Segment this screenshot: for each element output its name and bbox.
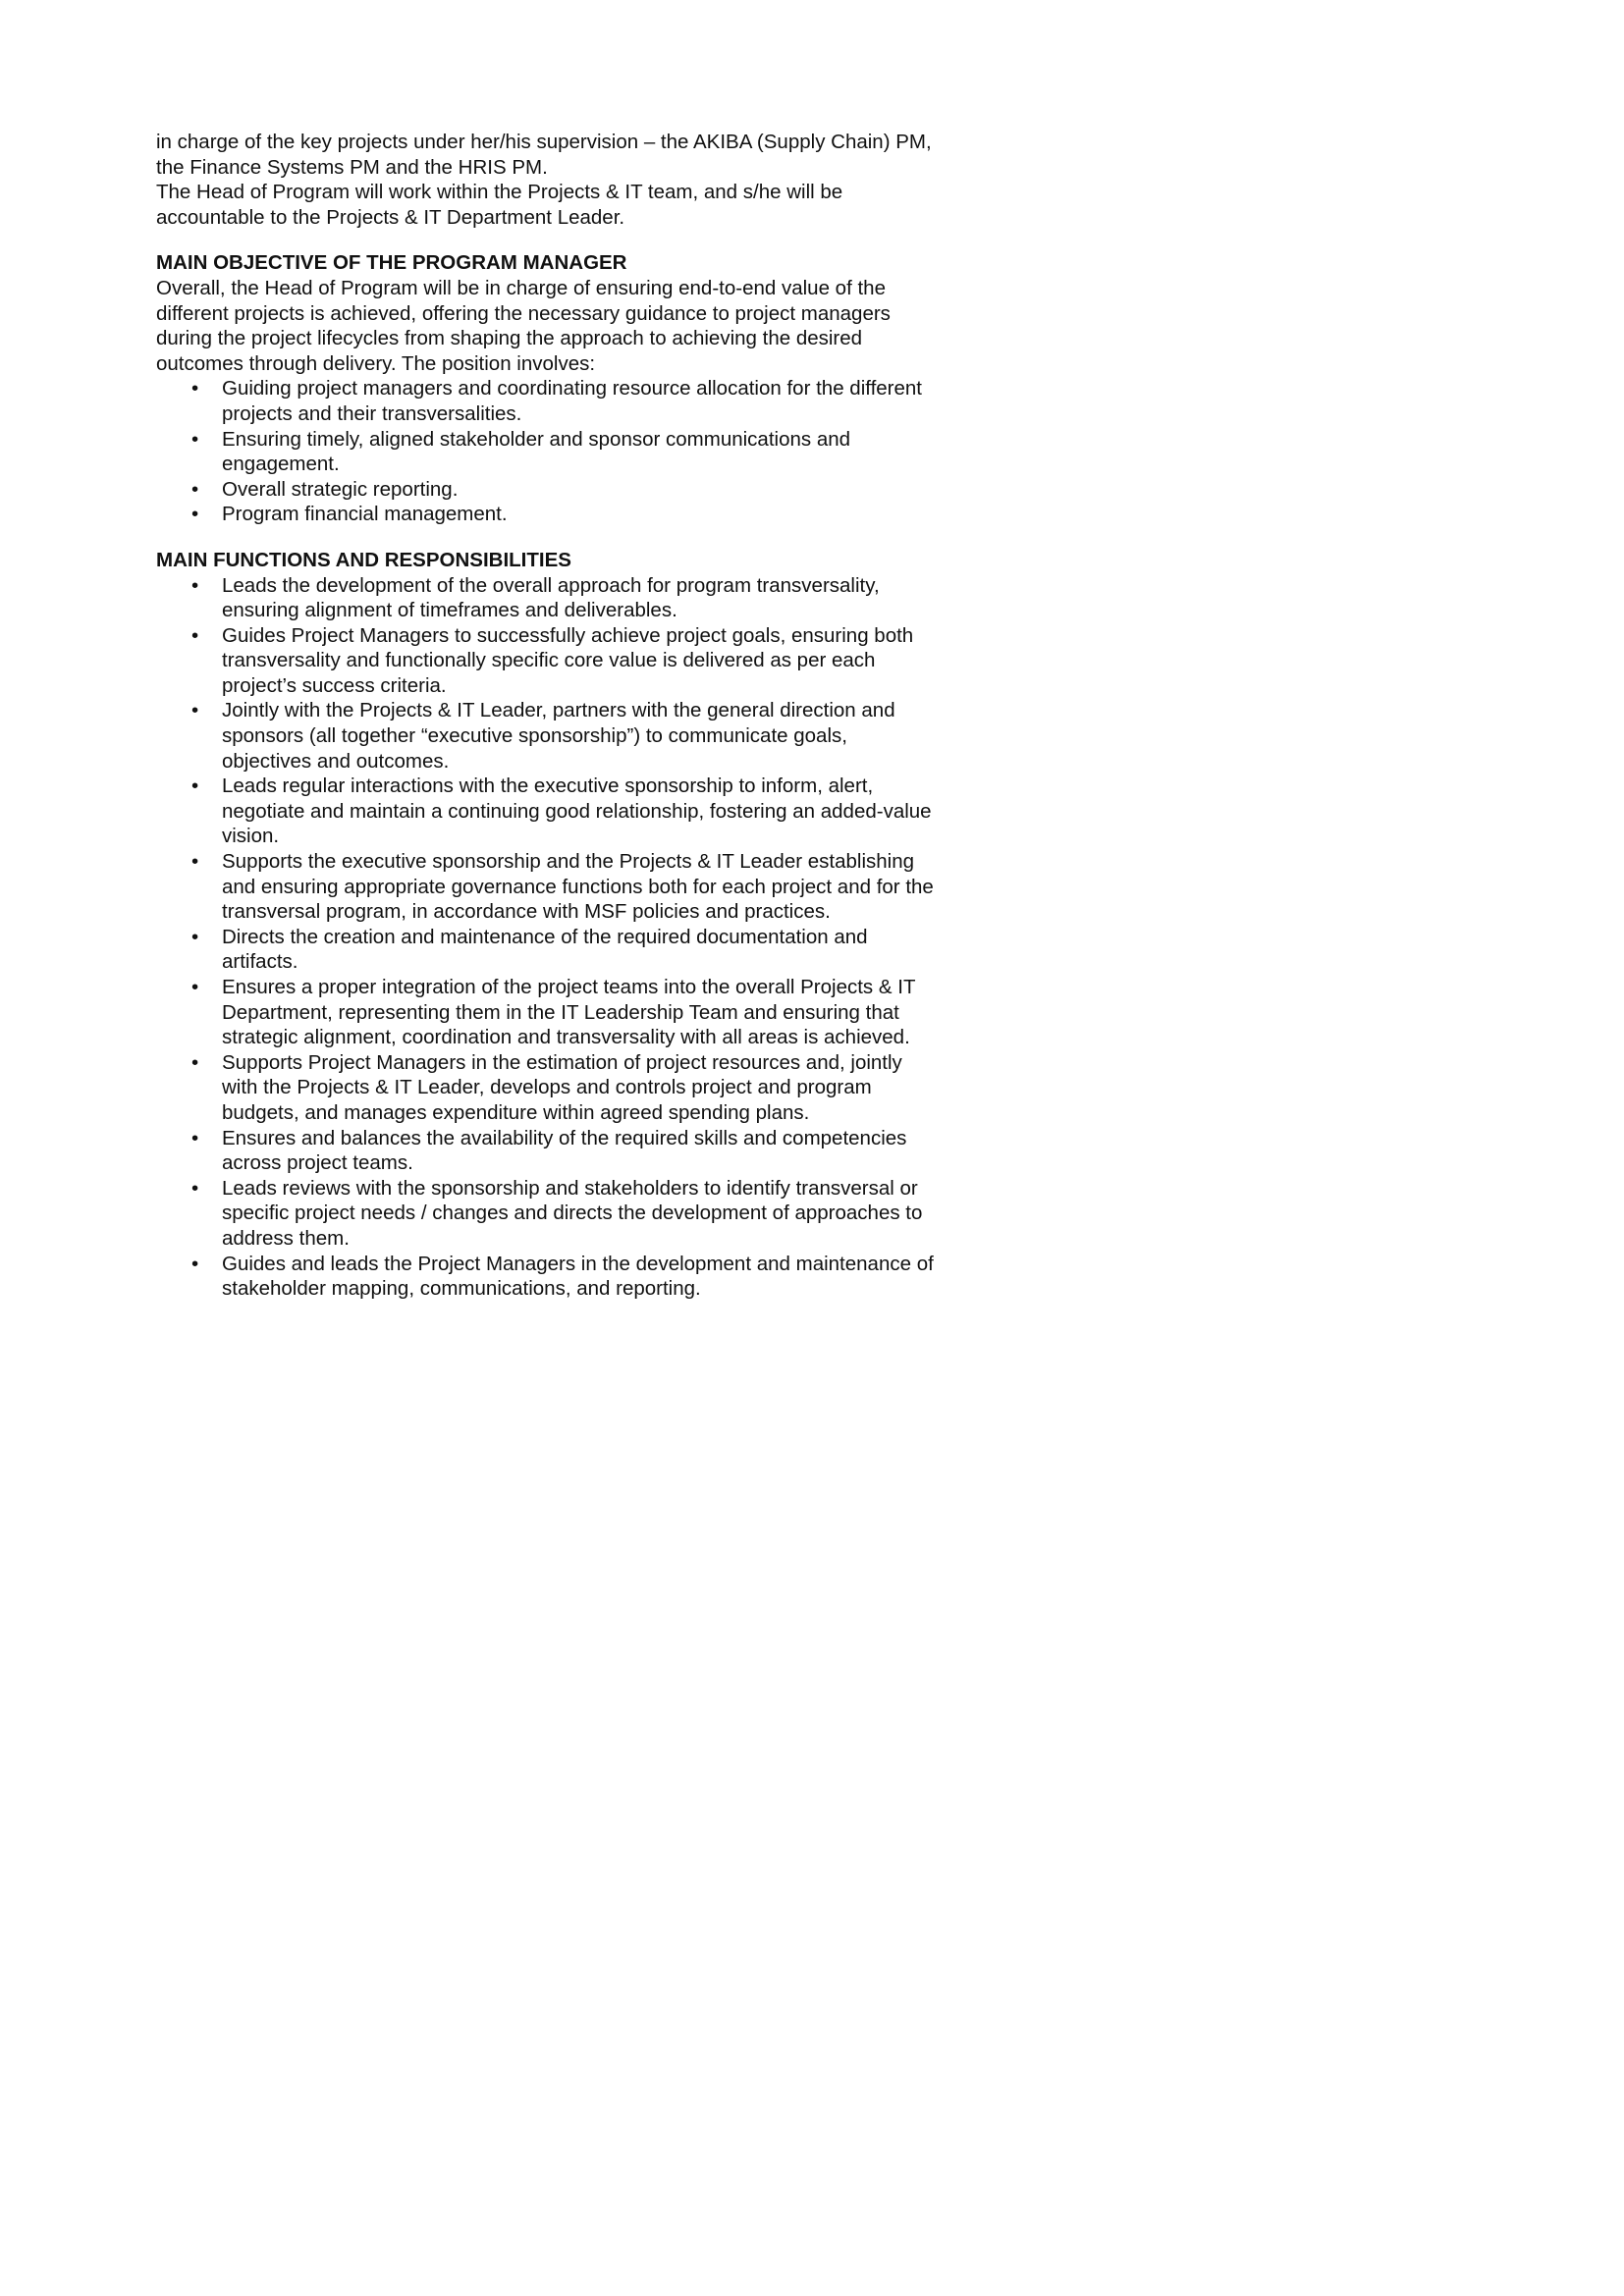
objective-paragraph: Overall, the Head of Program will be in charge of ensuring end-to-end value of the different projects is achieved, offering the necessary guidance to project managers during the project lifecycles from shaping the approach to achieving the desired outcomes through delivery. The position involves: xyxy=(156,276,891,375)
list-item-text: Jointly with the Projects & IT Leader, partners with the general direction and sponsors (all together “executive sponsorship”) to communicate goals, objectives and outcomes. xyxy=(222,699,895,773)
objective-list xyxy=(156,376,942,527)
section-heading-objective: MAIN OBJECTIVE OF THE PROGRAM MANAGER xyxy=(156,251,627,275)
list-item-text: Ensures and balances the availability of the required skills and competencies across project teams. xyxy=(222,1126,907,1175)
list-item xyxy=(156,1252,942,1302)
list-item-text: Guides Project Managers to successfully achieve project goals, ensuring both transversality and functionally specific core value is delivered as per each project’s success criteria. xyxy=(222,623,914,697)
list-item-text: Ensuring timely, aligned stakeholder and sponsor communications and engagement. xyxy=(222,427,851,476)
list-item xyxy=(156,925,942,975)
list-item-text: Directs the creation and maintenance of the required documentation and artifacts. xyxy=(222,925,868,974)
intro-paragraph: The Head of Program will work within the Projects & IT team, and s/he will be accountable to the Projects & IT Department Leader. xyxy=(156,181,843,229)
list-item-text: Program financial management. xyxy=(222,503,508,526)
bullet-icon: • xyxy=(191,623,199,647)
list-item xyxy=(156,1176,942,1252)
list-item xyxy=(156,774,942,849)
bullet-icon: • xyxy=(191,1176,199,1200)
list-item xyxy=(156,427,942,477)
list-item xyxy=(156,975,942,1050)
list-item xyxy=(156,477,942,503)
bullet-icon: • xyxy=(191,377,199,400)
bullet-icon: • xyxy=(191,925,199,948)
bullet-icon: • xyxy=(191,774,199,798)
list-item xyxy=(156,502,942,527)
list-item xyxy=(156,623,942,699)
list-item xyxy=(156,698,942,774)
list-item xyxy=(156,573,942,623)
list-item-text: Supports Project Managers in the estimation of project resources and, jointly with the Projects & IT Leader, develops and controls project and program budgets, and manages expenditure within agreed spending plans. xyxy=(222,1050,902,1124)
bullet-icon: • xyxy=(191,850,199,874)
list-item-text: Leads the development of the overall approach for program transversality, ensuring alignment of timeframes and deliverables. xyxy=(222,573,880,622)
list-item-text: Supports the executive sponsorship and the Projects & IT Leader establishing and ensuring appropriate governance functions both for each project and for the transversal program, in accordance with MSF policies and practices. xyxy=(222,850,934,924)
bullet-icon: • xyxy=(191,1050,199,1074)
bullet-icon: • xyxy=(191,503,199,526)
document-page xyxy=(0,0,1083,1531)
list-item xyxy=(156,1050,942,1126)
list-item-text: Guiding project managers and coordinating resource allocation for the different projects and their transversalities. xyxy=(222,377,922,425)
list-item-text: Ensures a proper integration of the project teams into the overall Projects & IT Department, representing them in the IT Leadership Team and ensuring that strategic alignment, coordination and transversality with all areas is achieved. xyxy=(222,976,916,1049)
bullet-icon: • xyxy=(191,427,199,451)
list-item-text: Leads reviews with the sponsorship and stakeholders to identify transversal or specific project needs / changes and directs the development of approaches to address them. xyxy=(222,1176,923,1250)
bullet-icon: • xyxy=(191,477,199,501)
intro-paragraph: in charge of the key projects under her/his supervision – the AKIBA (Supply Chain) PM, the Finance Systems PM and the HRIS PM. xyxy=(156,131,932,179)
list-item-text: Overall strategic reporting. xyxy=(222,477,459,501)
list-item xyxy=(156,849,942,925)
list-item xyxy=(156,376,942,426)
list-item-text: Leads regular interactions with the executive sponsorship to inform, alert, negotiate and maintain a continuing good relationship, fostering an added-value vision. xyxy=(222,774,932,848)
bullet-icon: • xyxy=(191,1252,199,1275)
functions-list xyxy=(156,573,942,1302)
bullet-icon: • xyxy=(191,573,199,597)
section-heading-functions: MAIN FUNCTIONS AND RESPONSIBILITIES xyxy=(156,548,571,571)
bullet-icon: • xyxy=(191,1126,199,1149)
list-item xyxy=(156,1126,942,1176)
bullet-icon: • xyxy=(191,976,199,998)
page-content xyxy=(156,130,942,1302)
bullet-icon: • xyxy=(191,699,199,722)
list-item-text: Guides and leads the Project Managers in the development and maintenance of stakeholder mapping, communications, and reporting. xyxy=(222,1252,934,1301)
